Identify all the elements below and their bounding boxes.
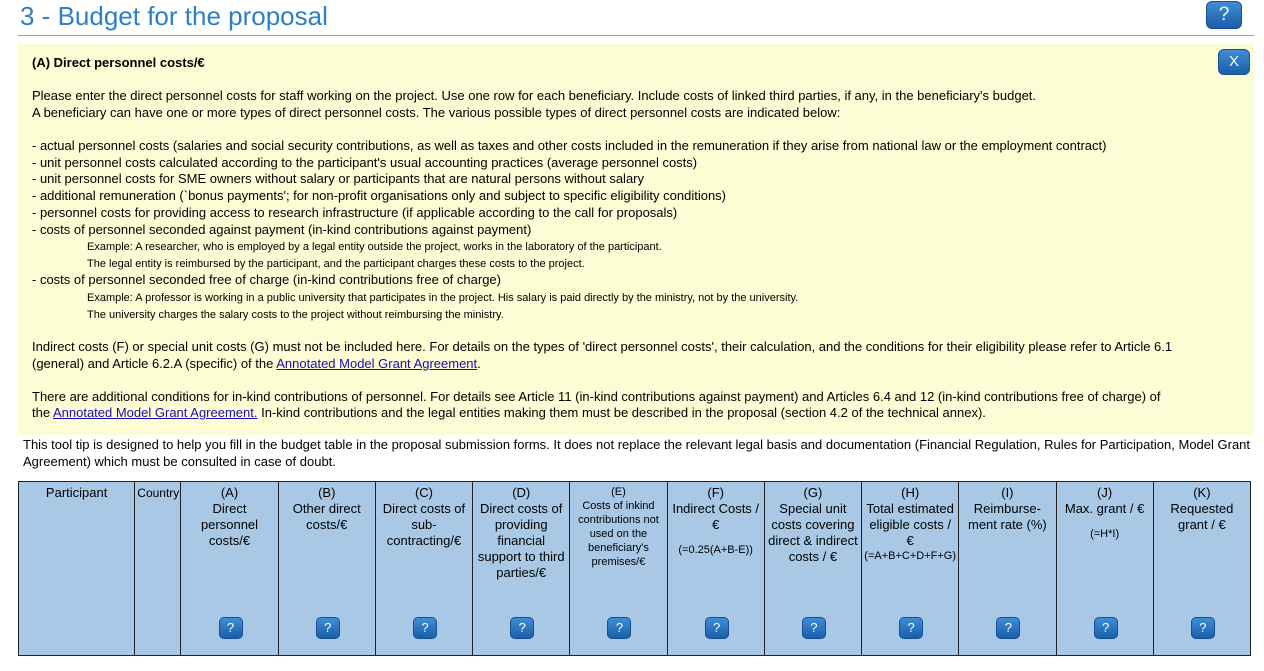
column-header-f: (F) Indirect Costs / € (=0.25(A+B-E)) ?: [667, 482, 764, 656]
help-button[interactable]: ?: [510, 617, 534, 639]
column-header-b: (B) Other direct costs/€ ?: [278, 482, 375, 656]
bullet-item: - actual personnel costs (salaries and social security contributions, as well as taxes and other costs included in the remuneration if they arise from national law or the employment contract): [32, 138, 1107, 153]
help-button[interactable]: ?: [996, 617, 1020, 639]
amga-link[interactable]: Annotated Model Grant Agreement: [276, 356, 478, 371]
additional-conditions-note: There are additional conditions for in-kind contributions of personnel. For details see Article 11 (in-kind contributions against payment) and Articles 6.4 and 12 (in-kind contributions free of charge) of: [32, 389, 1161, 404]
column-header-d: (D) Direct costs of providing financial support to third parties/€ ?: [473, 482, 570, 656]
title-divider: [18, 35, 1254, 36]
help-button[interactable]: ?: [316, 617, 340, 639]
bullet-item: - unit personnel costs calculated according to the participant's usual accounting practices (average personnel costs): [32, 155, 698, 170]
tooltip-heading: (A) Direct personnel costs/€: [32, 55, 205, 70]
page-title: 3 - Budget for the proposal: [20, 1, 328, 31]
help-button[interactable]: ?: [1094, 617, 1118, 639]
help-button[interactable]: ?: [413, 617, 437, 639]
help-button[interactable]: ?: [219, 617, 243, 639]
help-button[interactable]: ?: [705, 617, 729, 639]
help-button[interactable]: ?: [1191, 617, 1215, 639]
disclaimer-text: This tool tip is designed to help you fill in the budget table in the proposal submission forms. It does not replace the relevant legal basis and documentation (Financial Regulation, Rules for Participation, Model Grant Agreement) which must be consulted in case of doubt.: [23, 437, 1251, 469]
example-text: Example: A professor is working in a public university that participates in the project. His salary is paid directly by the ministry, not by the university.: [87, 292, 799, 304]
table-header-row: [19, 482, 1251, 656]
example-text: Example: A researcher, who is employed by a legal entity outside the project, works in the laboratory of the participant.: [87, 241, 662, 253]
amga-link[interactable]: Annotated Model Grant Agreement.: [52, 405, 258, 420]
help-button[interactable]: ?: [607, 617, 631, 639]
indirect-costs-note: (general) and Article 6.2.A (specific) of the Annotated Model Grant Agreement.: [32, 356, 481, 371]
budget-table: [18, 481, 1251, 656]
help-button[interactable]: ?: [802, 617, 826, 639]
help-button[interactable]: ?: [899, 617, 923, 639]
column-header-a: (A) Direct personnel costs/€ ?: [181, 482, 278, 656]
help-button[interactable]: ?: [1206, 1, 1242, 29]
tooltip-intro: Please enter the direct personnel costs for staff working on the project. Use one row for each beneficiary. Include costs of linked third parties, if any, in the beneficiary's budget.: [32, 88, 1037, 103]
column-header-k: (K) Requested grant / € ?: [1153, 482, 1250, 656]
column-header-g: (G) Special unit costs covering direct & indirect costs / € ?: [764, 482, 861, 656]
bullet-item: - costs of personnel seconded free of charge (in-kind contributions free of charge): [32, 272, 501, 287]
column-header-h: (H) Total estimated eligible costs / € (=A+B+C+D+F+G) ?: [862, 482, 959, 656]
bullet-item: - costs of personnel seconded against payment (in-kind contributions against payment): [32, 222, 532, 237]
column-header-e: (E) Costs of inkind contributions not used on the beneficiary's premises/€ ?: [570, 482, 667, 656]
additional-conditions-note: the Annotated Model Grant Agreement. In-kind contributions and the legal entities making them must be described in the proposal (section 4.2 of the technical annex).: [32, 405, 986, 420]
tooltip-panel: [18, 44, 1254, 435]
column-header-participant: Participant: [19, 482, 135, 656]
bullet-item: - additional remuneration (`bonus payments'; for non-profit organisations only and subject to specific eligibility conditions): [32, 188, 727, 203]
bullet-item: - personnel costs for providing access to research infrastructure (if applicable according to the call for proposals): [32, 205, 678, 220]
close-button[interactable]: X: [1218, 49, 1250, 75]
example-text: The university charges the salary costs to the project without reimbursing the ministry.: [87, 309, 504, 321]
column-header-i: (I) Reimburse-ment rate (%) ?: [959, 482, 1056, 656]
tooltip-intro: A beneficiary can have one or more types of direct personnel costs. The various possible types of direct personnel costs are indicated below:: [32, 105, 841, 120]
column-header-j: (J) Max. grant / € (=H*I) ?: [1056, 482, 1153, 656]
indirect-costs-note: Indirect costs (F) or special unit costs (G) must not be included here. For details on the types of 'direct personnel costs', their calculation, and the conditions for their eligibility please refer to Article 6.1: [32, 339, 1173, 354]
bullet-item: - unit personnel costs for SME owners without salary or participants that are natural persons without salary: [32, 171, 645, 186]
column-header-country: Country: [135, 482, 181, 656]
example-text: The legal entity is reimbursed by the participant, and the participant charges these costs to the project.: [87, 258, 585, 270]
column-header-c: (C) Direct costs of sub-contracting/€ ?: [375, 482, 472, 656]
